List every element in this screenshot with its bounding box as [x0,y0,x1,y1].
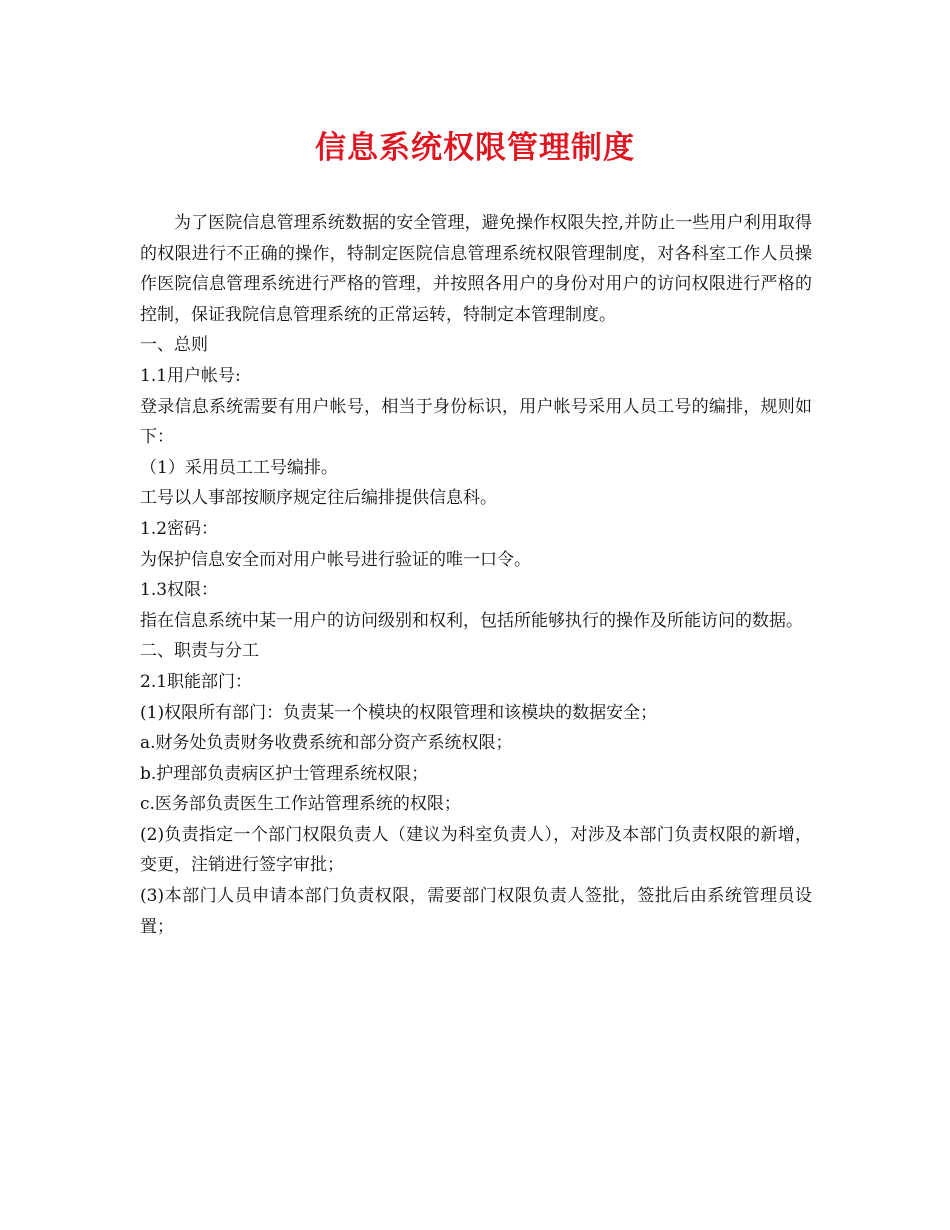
subsection-heading-password: 1.2密码： [140,518,219,539]
paragraph-password: 为保护信息安全而对用户帐号进行验证的唯一口令。 [140,549,531,570]
subsection-heading-departments: 2.1职能部门： [140,671,253,692]
section-heading-responsibilities: 二、职责与分工 [140,641,259,662]
document-body [140,208,812,942]
subsection-heading-user-account: 1.1用户帐号: [140,365,241,386]
list-item-c: c.医务部负责医生工作站管理系统的权限； [140,794,461,815]
list-item-2: (2)负责指定一个部门权限负责人（建议为科室负责人），对涉及本部门负责权限的新增，变更，注销进行签字审批； [140,824,812,876]
intro-paragraph: 为了医院信息管理系统数据的安全管理，避免操作权限失控,并防止一些用户利用取得的权限进行不正确的操作，特制定医院信息管理系统权限管理制度，对各科室工作人员操作医院信息管理系统进行严格的管理，并按照各用户的身份对用户的访问权限进行严格的控制，保证我院信息管理系统的正常运转，特制定本管理制度。 [140,213,812,325]
paragraph-user-account: 登录信息系统需要有用户帐号，相当于身份标识，用户帐号采用人员工号的编排，规则如下： [140,396,812,448]
section-heading-general: 一、总则 [140,335,208,356]
rule-item-1: （1）采用员工工号编排。 [140,457,338,478]
list-item-b: b.护理部负责病区护士管理系统权限； [140,763,429,784]
list-item-1: (1)权限所有部门：负责某一个模块的权限管理和该模块的数据安全； [140,702,658,723]
document-title: 信息系统权限管理制度 [315,130,635,166]
paragraph-permission: 指在信息系统中某一用户的访问级别和权利，包括所能够执行的操作及所能访问的数据。 [140,610,803,631]
paragraph-employee-number: 工号以人事部按顺序规定往后编排提供信息科。 [140,488,497,509]
list-item-a: a.财务处负责财务收费系统和部分资产系统权限； [140,733,513,754]
list-item-3: (3)本部门人员申请本部门负责权限，需要部门权限负责人签批，签批后由系统管理员设置； [140,886,812,937]
subsection-heading-permission: 1.3权限： [140,580,219,601]
